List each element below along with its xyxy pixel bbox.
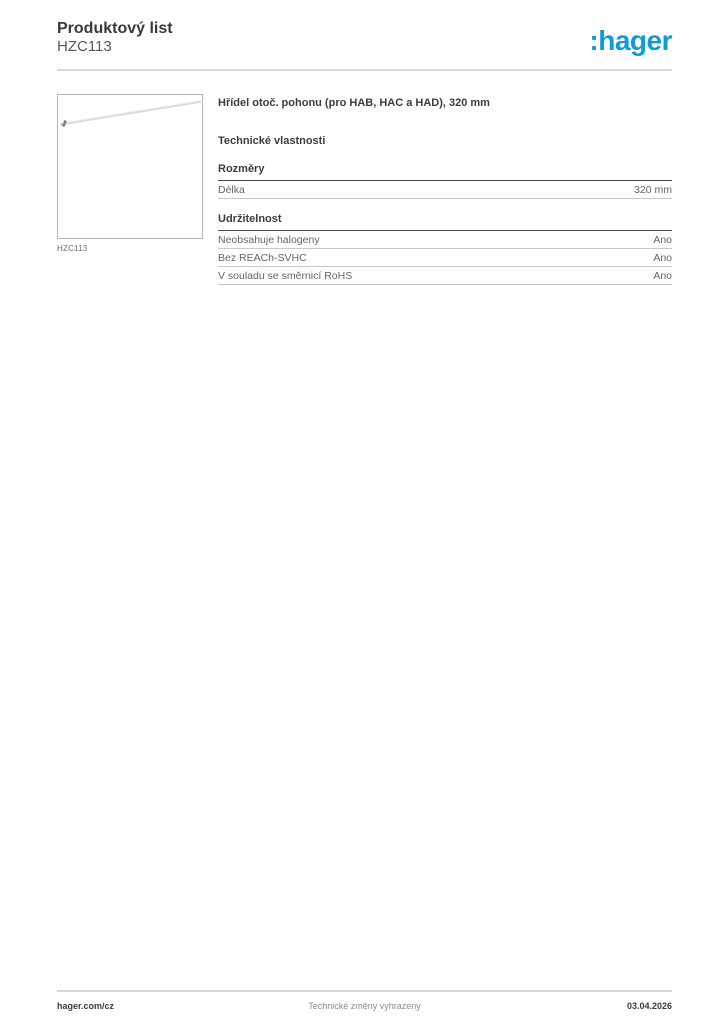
table-row [218, 181, 672, 199]
technical-properties-heading: Technické vlastnosti [218, 135, 326, 148]
spec-value: Ano [653, 234, 672, 247]
spec-label: Neobsahuje halogeny [218, 234, 320, 247]
section-title: Rozměry [218, 163, 672, 181]
product-image [58, 95, 202, 238]
product-image-column [57, 94, 203, 285]
main-area [57, 94, 672, 285]
product-image-caption: HZC113 [57, 244, 88, 254]
header-titles [57, 20, 173, 56]
spec-label: Bez REACh-SVHC [218, 252, 307, 265]
page-header [57, 0, 672, 71]
footer-notice: Technické změny vyhrazeny [308, 1001, 421, 1011]
footer-date: 03.04.2026 [626, 1001, 672, 1011]
page-content [57, 0, 672, 285]
spec-section-dimensions [218, 163, 672, 199]
footer-row [57, 1001, 672, 1011]
spec-value: Ano [653, 252, 672, 265]
footer-website-link[interactable]: hager.com/cz [57, 1001, 115, 1011]
hager-logo: :hager [589, 25, 672, 56]
spec-label: V souladu se směrnicí RoHS [218, 270, 353, 283]
document-type-title: Produktový list [57, 20, 173, 37]
product-reference: HZC113 [57, 38, 112, 56]
table-row [218, 267, 672, 285]
spec-label: Délka [218, 184, 245, 197]
table-row [218, 231, 672, 249]
product-details [218, 94, 672, 285]
product-image-frame [57, 94, 203, 239]
page-footer [57, 990, 672, 1024]
spec-value: 320 mm [634, 184, 672, 197]
spec-value: Ano [653, 270, 672, 283]
table-row [218, 249, 672, 267]
product-title: Hřídel otoč. pohonu (pro HAB, HAC a HAD), 320 mm [218, 97, 490, 110]
spec-section-sustainability [218, 213, 672, 285]
section-title: Udržitelnost [218, 213, 672, 231]
